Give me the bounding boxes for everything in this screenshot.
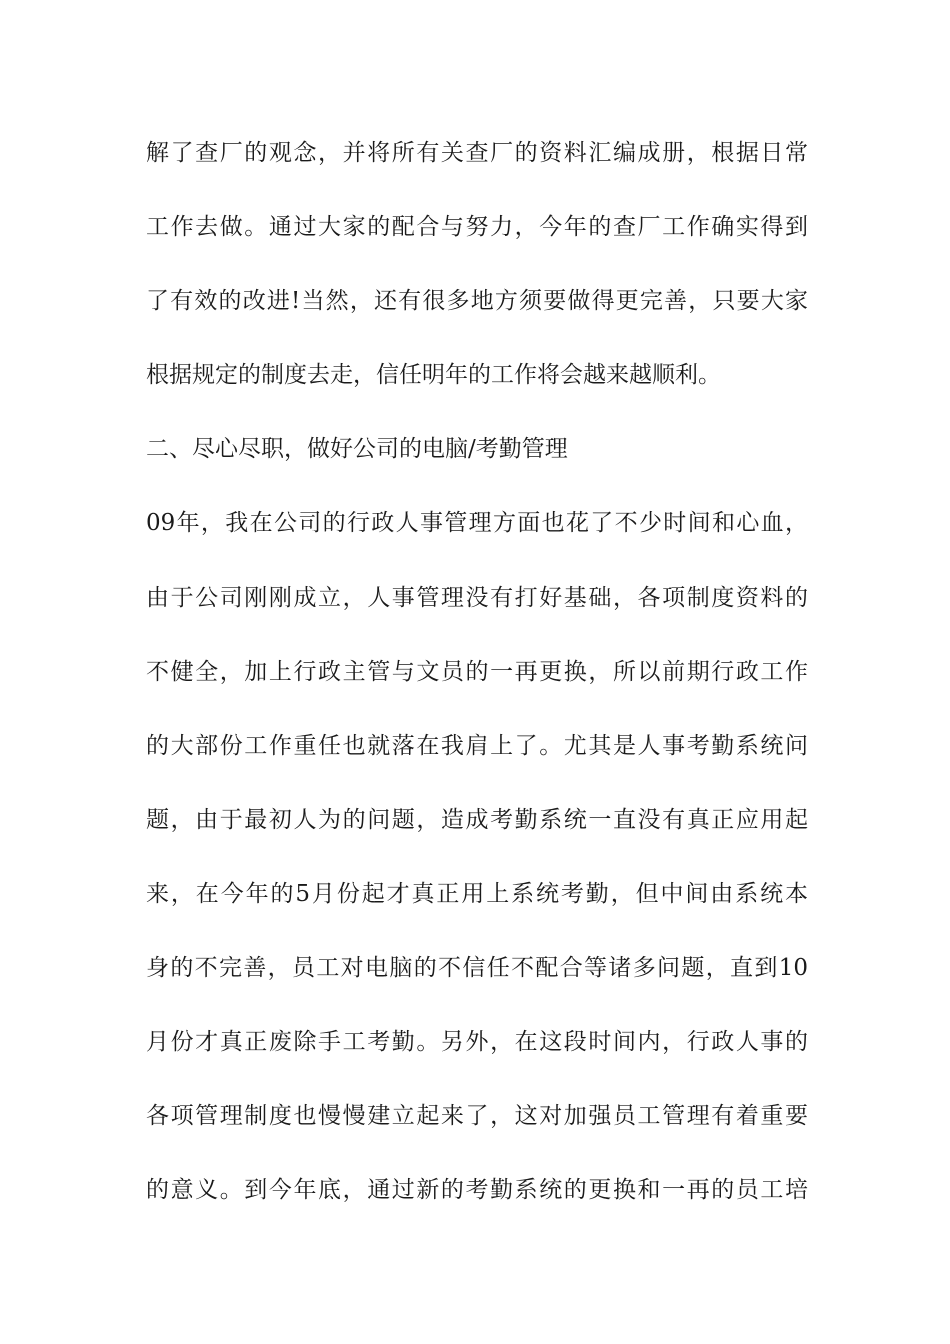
text-line: 了有效的改进!当然，还有很多地方须要做得更完善，只要大家 bbox=[146, 288, 808, 314]
text-line: 09年，我在公司的行政人事管理方面也花了不少时间和心血， bbox=[146, 510, 808, 536]
text-line: 根据规定的制度去走，信任明年的工作将会越来越顺利。 bbox=[146, 362, 721, 388]
text-line: 题，由于最初人为的问题，造成考勤系统一直没有真正应用起 bbox=[146, 807, 808, 833]
section-heading: 二、尽心尽职，做好公司的电脑/考勤管理 bbox=[146, 436, 568, 462]
text-line: 身的不完善，员工对电脑的不信任不配合等诸多问题，直到10 bbox=[146, 955, 808, 981]
text-line: 解了查厂的观念，并将所有关查厂的资料汇编成册，根据日常 bbox=[146, 140, 808, 166]
text-line: 工作去做。通过大家的配合与努力，今年的查厂工作确实得到 bbox=[146, 214, 808, 240]
text-line: 的意义。到今年底，通过新的考勤系统的更换和一再的员工培 bbox=[146, 1177, 808, 1203]
text-line: 各项管理制度也慢慢建立起来了，这对加强员工管理有着重要 bbox=[146, 1103, 808, 1129]
text-line: 不健全，加上行政主管与文员的一再更换，所以前期行政工作 bbox=[146, 659, 808, 685]
text-line: 由于公司刚刚成立，人事管理没有打好基础，各项制度资料的 bbox=[146, 585, 808, 611]
text-line: 来，在今年的5月份起才真正用上系统考勤，但中间由系统本 bbox=[146, 881, 808, 907]
text-line: 月份才真正废除手工考勤。另外，在这段时间内，行政人事的 bbox=[146, 1029, 808, 1055]
text-line: 的大部份工作重任也就落在我肩上了。尤其是人事考勤系统问 bbox=[146, 733, 808, 759]
